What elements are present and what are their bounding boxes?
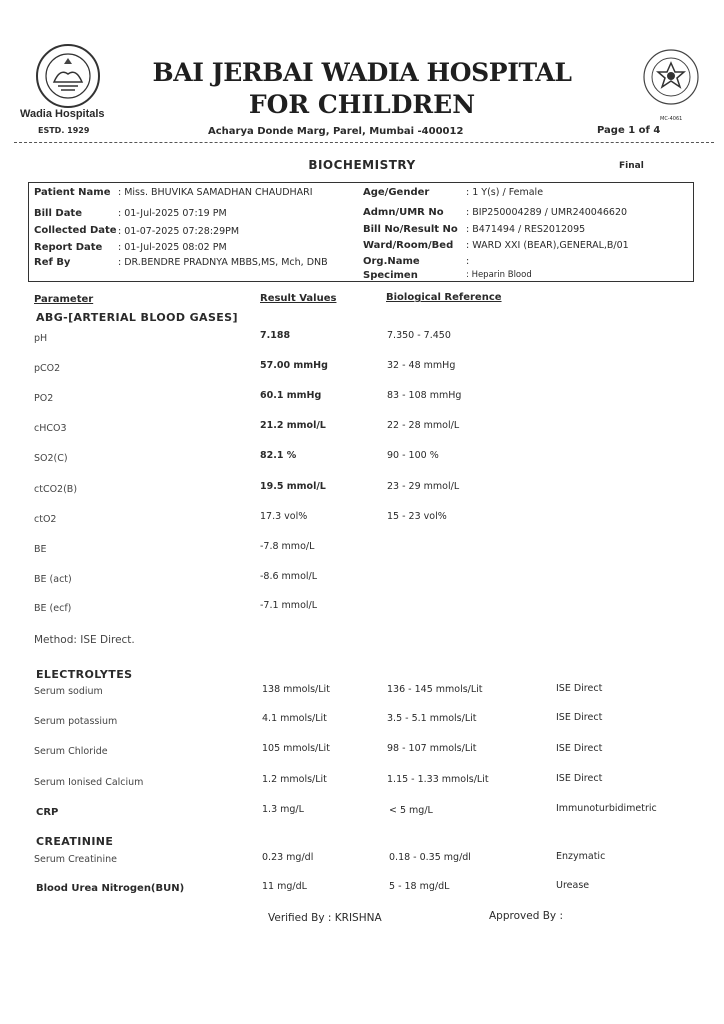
param-serum-potassium: Serum potassium xyxy=(34,716,118,727)
electrolytes-group-title: ELECTROLYTES xyxy=(36,668,133,681)
col-parameter: Parameter xyxy=(34,294,94,305)
specimen-value: : Heparin Blood xyxy=(466,270,532,280)
result-serum-chloride: 105 mmols/Lit xyxy=(262,743,330,754)
abg-ref-pco2: 32 - 48 mmHg xyxy=(387,360,456,371)
verified-by: Verified By : KRISHNA xyxy=(268,912,382,924)
param-ionised-calcium: Serum Ionised Calcium xyxy=(34,777,144,788)
abg-ref-ctco2: 23 - 29 mmol/L xyxy=(387,481,460,492)
result-ionised-calcium: 1.2 mmols/Lit xyxy=(262,774,327,785)
hospital-subtitle: FOR CHILDREN xyxy=(248,90,476,119)
approved-by: Approved By : xyxy=(489,910,563,922)
abg-ref-po2: 83 - 108 mmHg xyxy=(387,390,462,401)
ward-value: : WARD XXI (BEAR),GENERAL,B/01 xyxy=(466,240,629,251)
ref-serum-chloride: 98 - 107 mmols/Lit xyxy=(387,743,477,754)
result-serum-creatinine: 0.23 mg/dl xyxy=(262,852,314,863)
bill-result-label: Bill No/Result No xyxy=(363,224,458,235)
admn-umr-value: : BIP250004289 / UMR240046620 xyxy=(466,207,628,218)
org-name-value: : xyxy=(466,256,470,267)
method-ionised-calcium: ISE Direct xyxy=(556,773,603,784)
result-serum-potassium: 4.1 mmols/Lit xyxy=(262,713,327,724)
abg-param-so2: SO2(C) xyxy=(34,453,68,464)
param-crp: CRP xyxy=(36,807,59,818)
org-name-label: Org.Name xyxy=(363,256,420,267)
param-serum-sodium: Serum sodium xyxy=(34,686,103,697)
ref-by-label: Ref By xyxy=(34,257,71,268)
method-serum-potassium: ISE Direct xyxy=(556,712,603,723)
ref-by-value: : DR.BENDRE PRADNYA MBBS,MS, Mch, DNB xyxy=(118,257,328,268)
collected-date-label: Collected Date xyxy=(34,225,117,236)
result-bun: 11 mg/dL xyxy=(262,881,307,892)
bill-date-label: Bill Date xyxy=(34,208,82,219)
result-serum-sodium: 138 mmols/Lit xyxy=(262,684,330,695)
abg-ref-cto2: 15 - 23 vol% xyxy=(387,511,447,522)
param-serum-creatinine: Serum Creatinine xyxy=(34,854,117,865)
method-serum-chloride: ISE Direct xyxy=(556,743,603,754)
accreditation-code: MC-4061 xyxy=(660,116,683,122)
abg-result-be: -7.8 mmo/L xyxy=(260,541,315,552)
abg-param-po2: PO2 xyxy=(34,393,54,404)
established-year: ESTD. 1929 xyxy=(38,126,90,135)
admn-umr-label: Admn/UMR No xyxy=(363,207,444,218)
abg-result-so2: 82.1 % xyxy=(260,450,297,461)
abg-ref-ph: 7.350 - 7.450 xyxy=(387,330,451,341)
specimen-label: Specimen xyxy=(363,270,418,281)
abg-method: Method: ISE Direct. xyxy=(34,634,135,646)
abg-result-be-ecf: -7.1 mmol/L xyxy=(260,600,318,611)
abg-param-cto2: ctO2 xyxy=(34,514,57,525)
ward-label: Ward/Room/Bed xyxy=(363,240,454,251)
method-crp: Immunoturbidimetric xyxy=(556,803,657,814)
abg-param-chco3: cHCO3 xyxy=(34,423,67,434)
abg-ref-so2: 90 - 100 % xyxy=(387,450,439,461)
ref-ionised-calcium: 1.15 - 1.33 mmols/Lit xyxy=(387,774,489,785)
hospital-title: BAI JERBAI WADIA HOSPITAL xyxy=(152,58,572,87)
abg-result-cto2: 17.3 vol% xyxy=(260,511,308,522)
abg-result-pco2: 57.00 mmHg xyxy=(260,360,328,371)
patient-name-value: : Miss. BHUVIKA SAMADHAN CHAUDHARI xyxy=(118,187,313,198)
page-number: Page 1 of 4 xyxy=(597,125,661,136)
method-serum-creatinine: Enzymatic xyxy=(556,851,606,862)
bill-date-value: : 01-Jul-2025 07:19 PM xyxy=(118,208,227,219)
col-result: Result Values xyxy=(260,293,337,304)
abg-param-be-ecf: BE (ecf) xyxy=(34,603,72,614)
param-bun: Blood Urea Nitrogen(BUN) xyxy=(36,883,185,894)
report-date-value: : 01-Jul-2025 08:02 PM xyxy=(118,242,227,253)
collected-date-value: : 01-07-2025 07:28:29PM xyxy=(118,226,240,237)
abg-param-pco2: pCO2 xyxy=(34,363,61,374)
abg-param-ph: pH xyxy=(34,333,48,344)
patient-name-label: Patient Name xyxy=(34,187,111,198)
abg-param-ctco2: ctCO2(B) xyxy=(34,484,78,495)
age-gender-label: Age/Gender xyxy=(363,187,430,198)
report-status: Final xyxy=(619,161,644,171)
abg-param-be-act: BE (act) xyxy=(34,574,72,585)
abg-param-be: BE xyxy=(34,544,47,555)
ref-serum-potassium: 3.5 - 5.1 mmols/Lit xyxy=(387,713,477,724)
result-crp: 1.3 mg/L xyxy=(262,804,304,815)
report-date-label: Report Date xyxy=(34,242,103,253)
abg-result-be-act: -8.6 mmol/L xyxy=(260,571,318,582)
ref-serum-creatinine: 0.18 - 0.35 mg/dl xyxy=(389,852,471,863)
param-serum-chloride: Serum Chloride xyxy=(34,746,108,757)
col-reference: Biological Reference xyxy=(386,292,502,303)
ref-bun: 5 - 18 mg/dL xyxy=(389,881,450,892)
abg-ref-chco3: 22 - 28 mmol/L xyxy=(387,420,460,431)
ref-crp: < 5 mg/L xyxy=(389,805,433,816)
brand-name: Wadia Hospitals xyxy=(20,108,105,120)
method-bun: Urease xyxy=(556,880,590,891)
method-serum-sodium: ISE Direct xyxy=(556,683,603,694)
creatinine-group-title: CREATININE xyxy=(36,835,114,848)
abg-result-chco3: 21.2 mmol/L xyxy=(260,420,326,431)
abg-group-title: ABG-[ARTERIAL BLOOD GASES] xyxy=(36,311,238,324)
age-gender-value: : 1 Y(s) / Female xyxy=(466,187,544,198)
report-section: BIOCHEMISTRY xyxy=(308,158,416,172)
ref-serum-sodium: 136 - 145 mmols/Lit xyxy=(387,684,483,695)
abg-result-ph: 7.188 xyxy=(260,330,291,341)
hospital-address: Acharya Donde Marg, Parel, Mumbai -400012 xyxy=(208,126,464,137)
abg-result-ctco2: 19.5 mmol/L xyxy=(260,481,326,492)
abg-result-po2: 60.1 mmHg xyxy=(260,390,322,401)
bill-result-value: : B471494 / RES2012095 xyxy=(466,224,586,235)
header-divider xyxy=(14,142,714,143)
